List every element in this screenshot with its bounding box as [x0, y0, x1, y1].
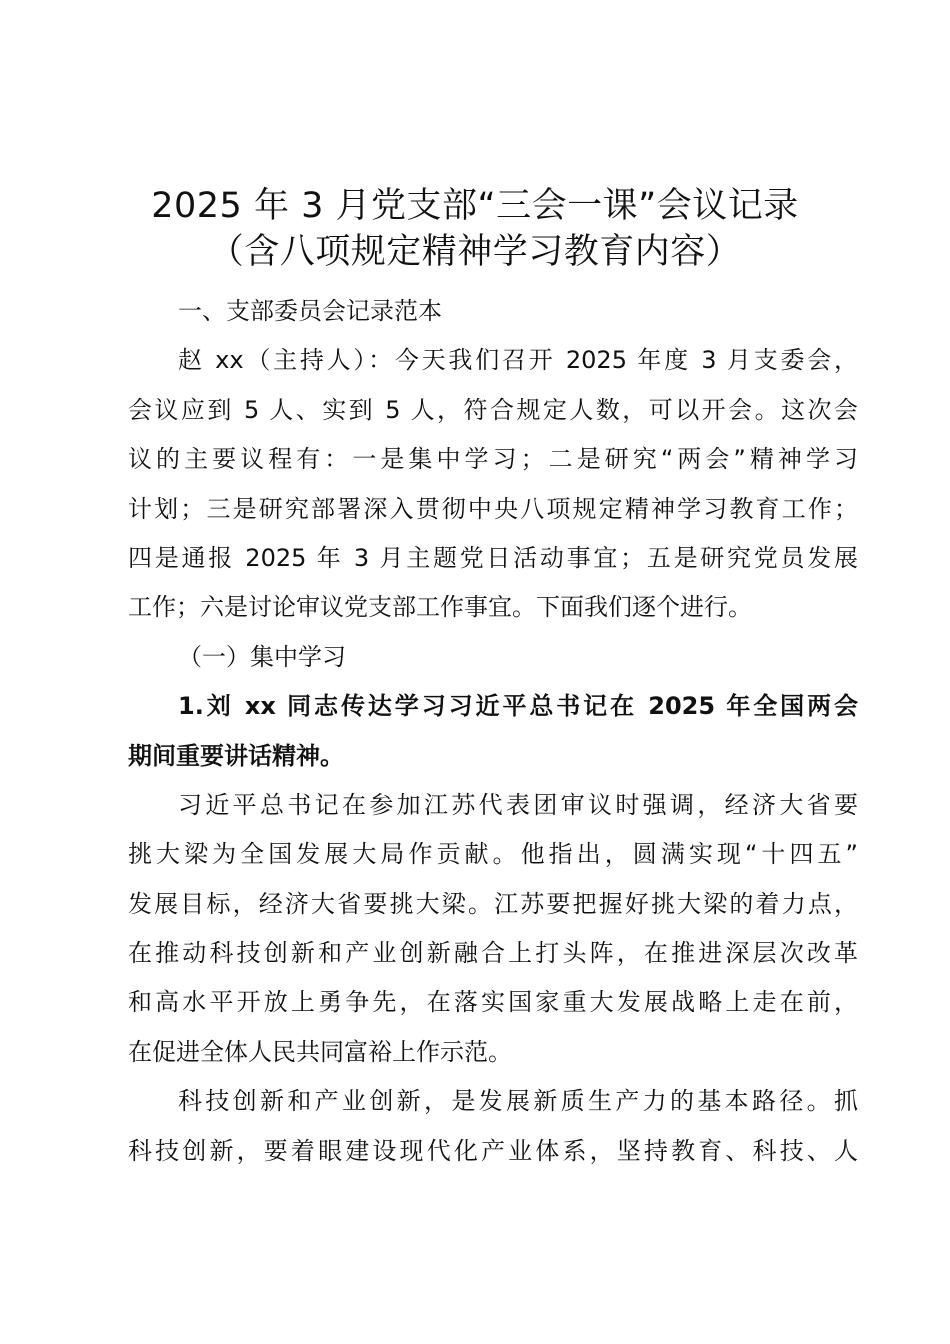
section-heading-committee: 一、支部委员会记录范本 [178, 297, 442, 325]
body-line: 科技创新，要着眼建设现代化产业体系，坚持教育、科技、人 [128, 1136, 858, 1165]
document-title-line-1: 2025 年 3 月党支部“三会一课”会议记录 [151, 186, 799, 226]
body-line: 和高水平开放上勇争先，在落实国家重大发展战略上走在前， [128, 988, 858, 1017]
body-line: 赵 xx（主持人）：今天我们召开 2025 年度 3 月支委会， [178, 346, 858, 375]
subsection-heading-study: （一）集中学习 [178, 642, 346, 671]
body-line: 发展目标，经济大省要挑大梁。江苏要把握好挑大梁的着力点， [128, 889, 858, 918]
body-line: 科技创新和产业创新，是发展新质生产力的基本路径。抓 [178, 1087, 858, 1116]
body-line: 四是通报 2025 年 3 月主题党日活动事宜；五是研究党员发展 [128, 543, 858, 572]
bold-heading-line: 期间重要讲话精神。 [128, 741, 344, 770]
body-line: 计划；三是研究部署深入贯彻中央八项规定精神学习教育工作； [128, 494, 858, 523]
body-line: 习近平总书记在参加江苏代表团审议时强调，经济大省要 [178, 790, 858, 819]
body-line: 工作；六是讨论审议党支部工作事宜。下面我们逐个进行。 [128, 593, 752, 622]
document-title-line-2: （含八项规定精神学习教育内容） [208, 232, 742, 272]
bold-heading-line: 1.刘 xx 同志传达学习习近平总书记在 2025 年全国两会 [178, 692, 858, 721]
body-line: 会议应到 5 人、实到 5 人，符合规定人数，可以开会。这次会 [128, 395, 858, 424]
document-body [128, 287, 858, 1176]
body-line: 在推动科技创新和产业创新融合上打头阵，在推进深层次改革 [128, 939, 858, 968]
body-line: 挑大梁为全国发展大局作贡献。他指出，圆满实现“十四五” [128, 840, 858, 869]
body-line: 议的主要议程有：一是集中学习；二是研究“两会”精神学习 [128, 445, 858, 474]
body-line: 在促进全体人民共同富裕上作示范。 [128, 1037, 512, 1066]
